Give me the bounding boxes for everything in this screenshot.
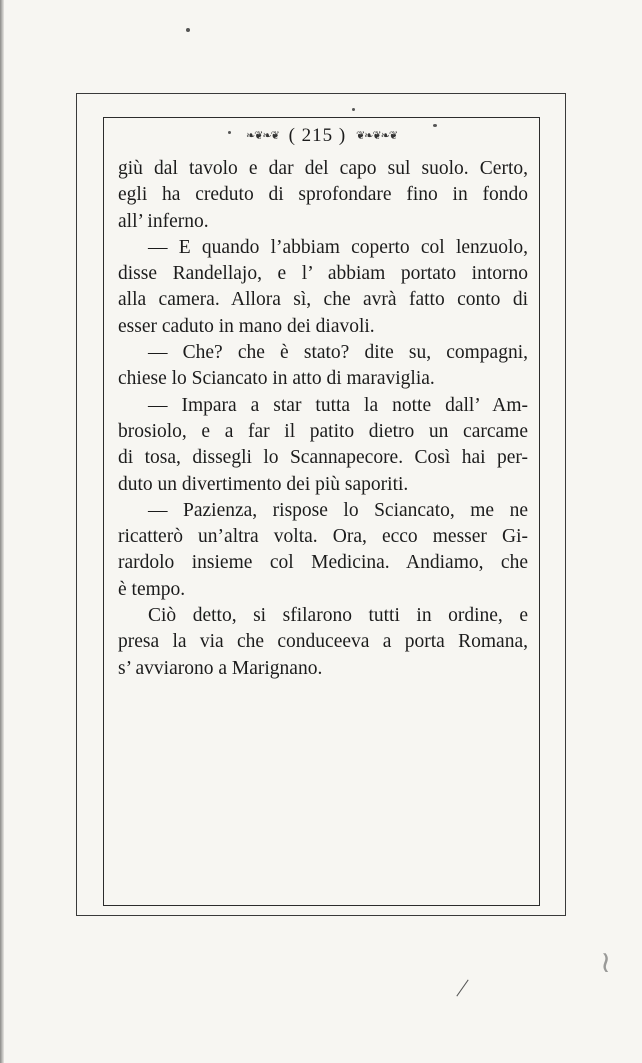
text-line: Ciò detto, si sfilarono tutti in ordine, e: [148, 605, 528, 627]
text-line: giù dal tavolo e dar del capo sul suolo. Certo,: [118, 158, 528, 179]
text-line: egli ha creduto di sprofondare fino in fondo: [118, 184, 528, 206]
ink-speck: [186, 28, 190, 32]
text-line: all’ inferno.: [118, 210, 209, 232]
page-edge: [0, 0, 4, 1063]
text-line: di tosa, dissegli lo Scannapecore. Così hai per-: [118, 447, 528, 469]
text-line: duto un divertimento dei più saporiti.: [118, 473, 409, 495]
text-line: esser caduto in mano dei diavoli.: [118, 315, 375, 337]
text-line: — E quando l’abbiam coperto col lenzuolo,: [148, 236, 528, 258]
margin-mark-icon: ≀: [600, 945, 612, 980]
text-line: ricatterò un’altra volta. Ora, ecco messer Gi-: [118, 526, 528, 548]
text-line: — Pazienza, rispose lo Sciancato, me ne: [148, 499, 528, 521]
text-line: è tempo.: [118, 578, 186, 600]
ink-speck: [433, 124, 437, 127]
body-text: [118, 156, 528, 682]
text-line: chiese lo Sciancato in atto di maraviglia.: [118, 368, 435, 390]
text-line: brosiolo, e a far il patito dietro un carcame: [118, 420, 528, 442]
text-line: s’ avviarono a Marignano.: [118, 657, 323, 679]
text-line: — Impara a star tutta la notte dall’ Am-: [148, 394, 528, 416]
right-ornament-icon: ❦❧❦❧❦: [355, 130, 398, 143]
text-line: alla camera. Allora sì, che avrà fatto conto di: [118, 289, 528, 311]
text-line: rardolo insieme col Medicina. Andiamo, che: [118, 552, 528, 574]
text-line: presa la via che conduceeva a porta Romana,: [118, 631, 528, 653]
text-line: — Che? che è stato? dite su, compagni,: [148, 342, 528, 364]
running-header: [103, 124, 540, 147]
page-number: ( 215 ): [288, 124, 347, 146]
left-ornament-icon: ❧❦❧❦: [245, 130, 279, 143]
ink-speck: [228, 131, 231, 134]
ink-speck: [352, 108, 355, 111]
text-line: disse Randellajo, e l’ abbiam portato intorno: [118, 263, 528, 285]
pencil-stroke: [456, 980, 468, 997]
